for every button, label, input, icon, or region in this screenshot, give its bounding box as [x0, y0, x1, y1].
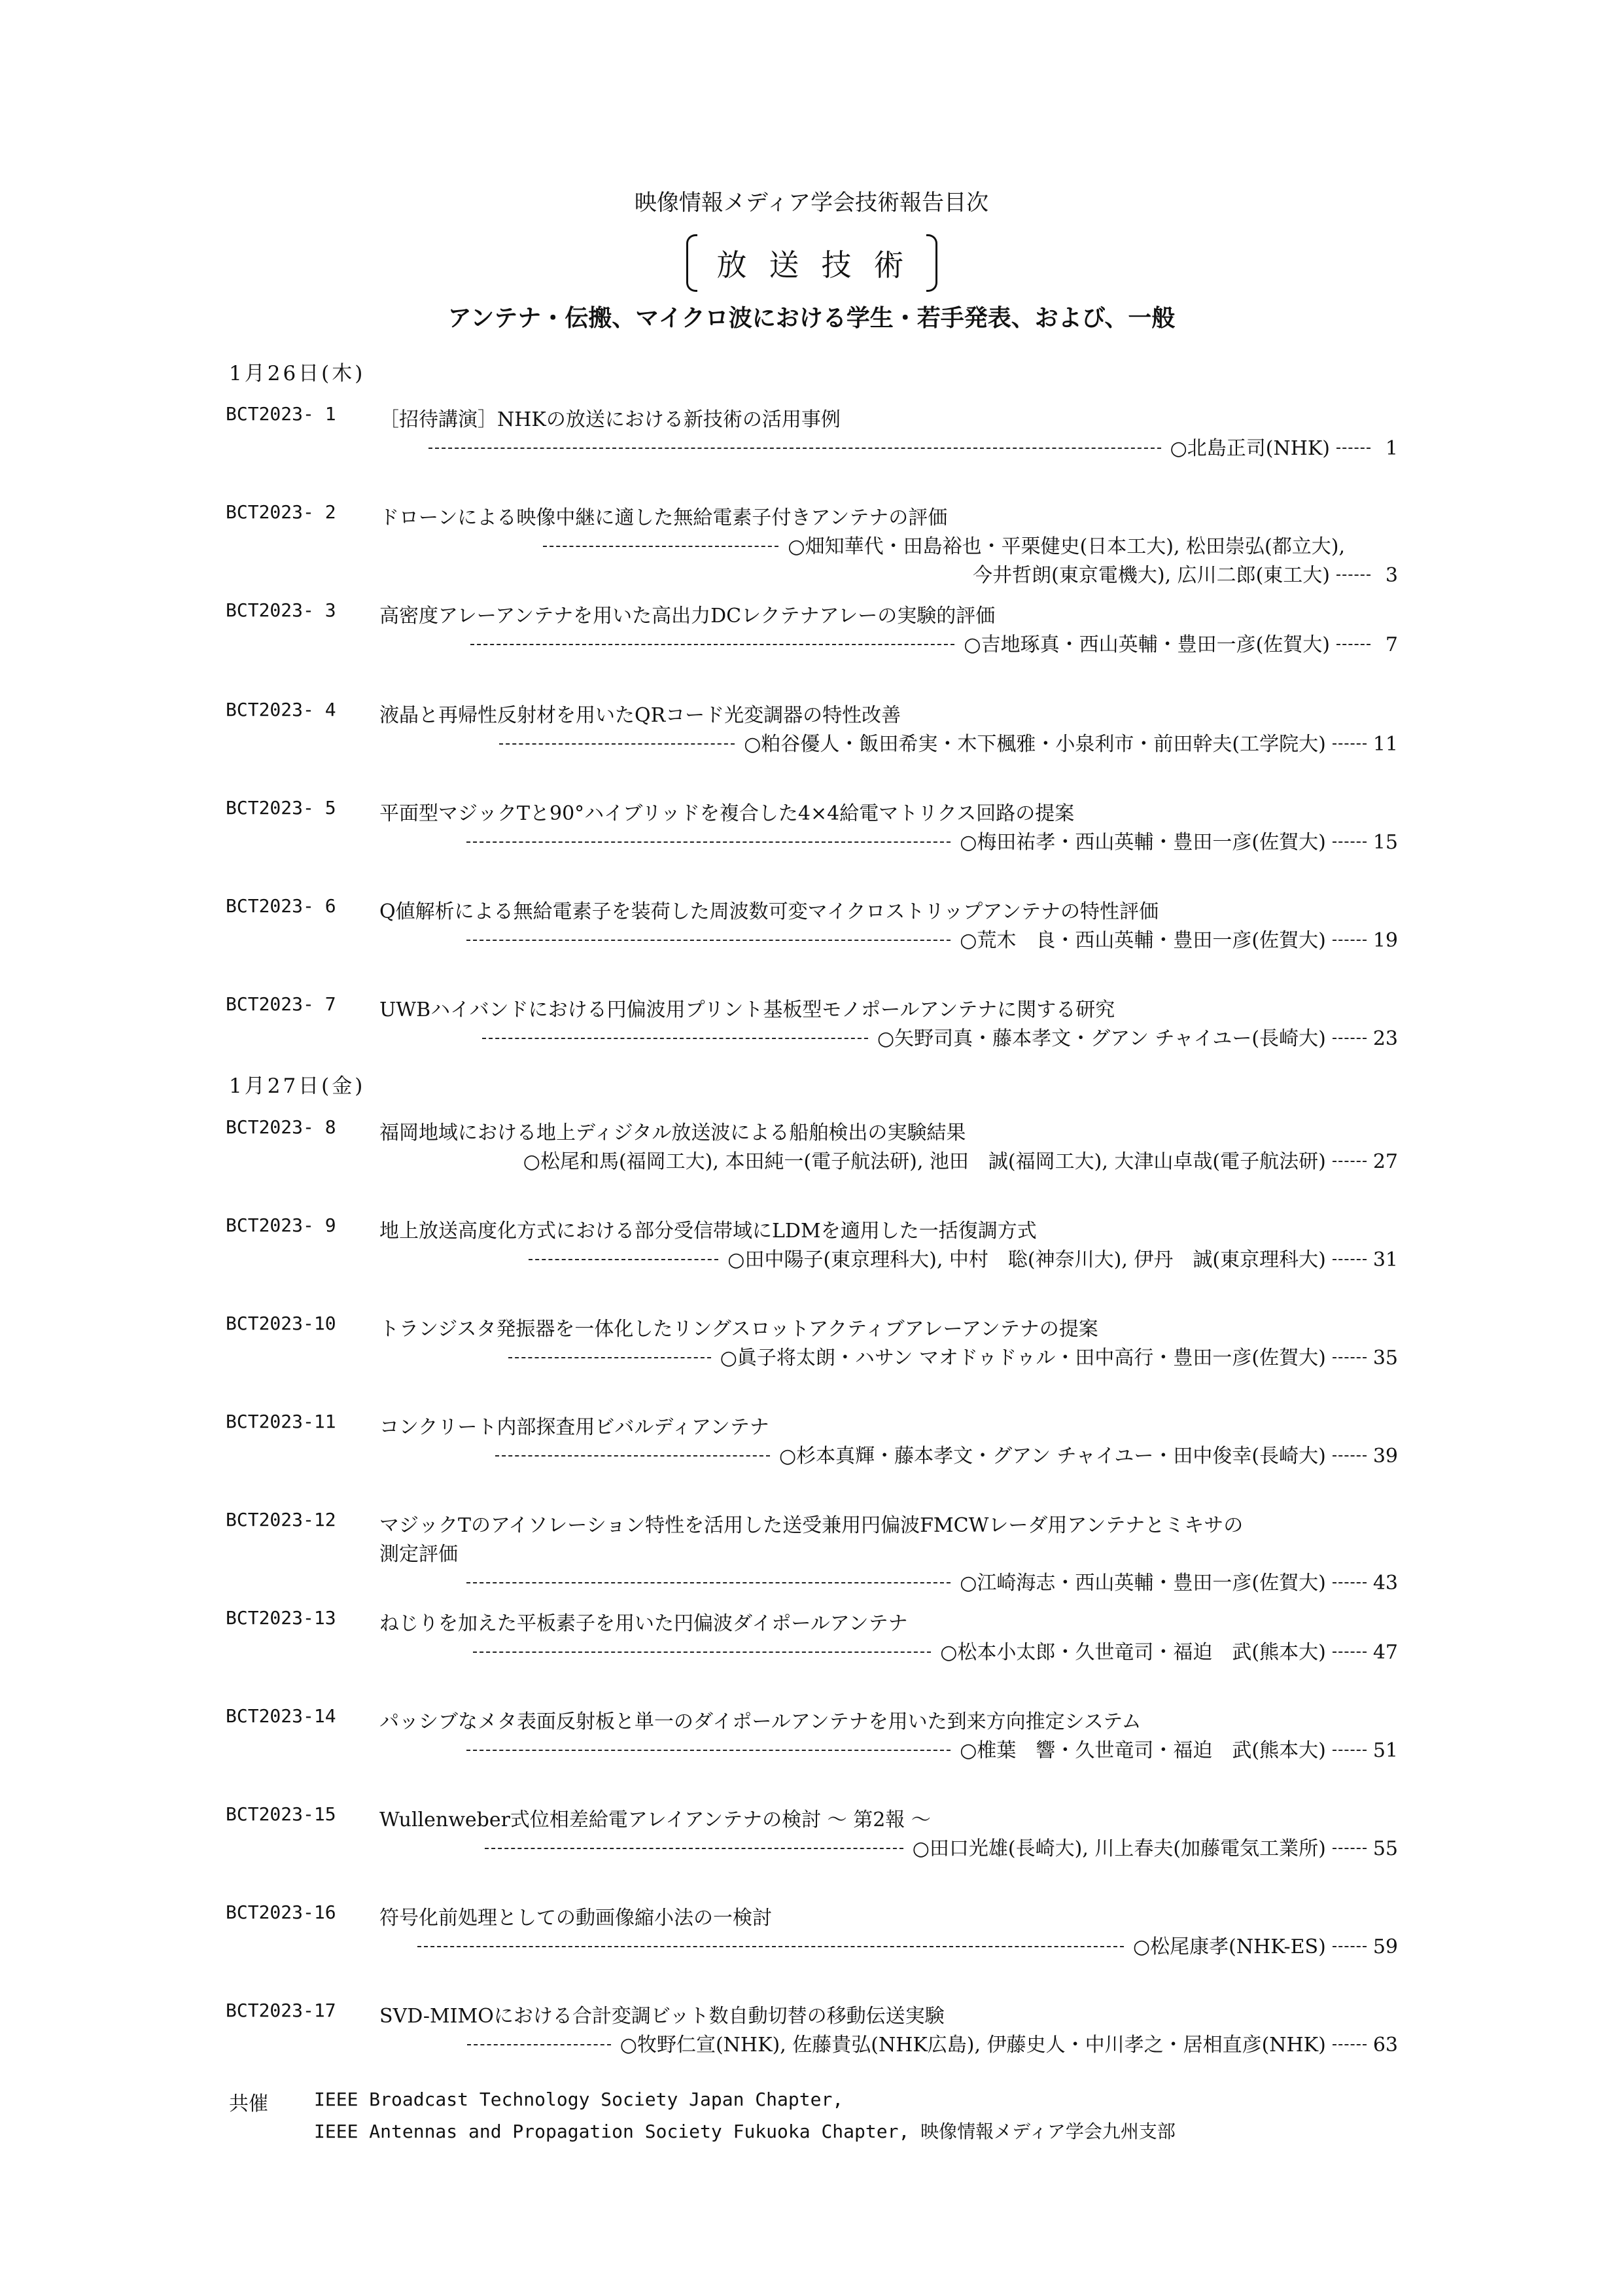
entry-number: BCT2023- 9 — [226, 1214, 336, 1236]
entry-number: BCT2023- 5 — [226, 797, 336, 819]
entry-authors: ○吉地琢真・西山英輔・豊田一彦(佐賀大) — [964, 633, 1330, 656]
leader-dashes — [473, 1651, 931, 1653]
leader-dashes — [1333, 743, 1367, 745]
entry-authors: ○荒木 良・西山英輔・豊田一彦(佐賀大) — [960, 929, 1326, 952]
entry-number: BCT2023-14 — [226, 1705, 336, 1727]
author-line — [495, 1439, 1398, 1468]
entry-number: BCT2023- 7 — [226, 993, 336, 1015]
entry-title: Q値解析による無給電素子を装荷した周波数可変マイクロストリップアンテナの特性評価 — [379, 900, 1159, 923]
entry-page: 19 — [1372, 929, 1398, 952]
entry-page: 43 — [1372, 1572, 1398, 1595]
entry-title: ドローンによる映像中継に適した無給電素子付きアンテナの評価 — [379, 506, 948, 529]
entry-authors: ○江崎海志・西山英輔・豊田一彦(佐賀大) — [960, 1572, 1326, 1595]
author-line — [473, 1636, 1398, 1665]
entry-title: SVD-MIMOにおける合計変調ビット数自動切替の移動伝送実験 — [379, 2005, 945, 2028]
author-line — [466, 826, 1398, 855]
leader-dashes — [1333, 1161, 1367, 1162]
entry-title: UWBハイバンドにおける円偏波用プリント基板型モノポールアンテナに関する研究 — [379, 998, 1115, 1021]
author-line — [973, 559, 1398, 588]
cosponsor-line: IEEE Broadcast Technology Society Japan Chapter, — [314, 2089, 844, 2110]
leader-dashes — [428, 448, 1161, 449]
leader-dashes — [1333, 1750, 1367, 1751]
leader-dashes — [1333, 1848, 1367, 1849]
entry-title: コンクリート内部探査用ビバルディアンテナ — [379, 1416, 769, 1439]
entry-title: 符号化前処理としての動画像縮小法の一検討 — [379, 1907, 772, 1930]
entry-page: 27 — [1372, 1150, 1398, 1173]
leader-dashes — [1333, 1357, 1367, 1358]
leader-dashes — [543, 546, 778, 547]
leader-dashes — [482, 1038, 868, 1039]
leader-dashes — [485, 1848, 903, 1849]
entry-authors: ○杉本真輝・藤本孝文・グアン チャイユー・田中俊幸(長崎大) — [778, 1445, 1326, 1468]
entry-number: BCT2023-10 — [226, 1313, 336, 1334]
leader-dashes — [1333, 841, 1367, 843]
leader-dashes — [1336, 574, 1370, 576]
leader-dashes — [1333, 2044, 1367, 2045]
author-line — [523, 1145, 1398, 1174]
leader-dashes — [1333, 940, 1367, 941]
entry-title: ねじりを加えた平板素子を用いた円偏波ダイポールアンテナ — [379, 1612, 908, 1635]
entry-number: BCT2023- 8 — [226, 1116, 336, 1138]
author-line — [466, 1734, 1398, 1763]
leader-dashes — [1333, 1455, 1367, 1457]
author-line — [470, 628, 1398, 657]
entry-authors: ○田口光雄(長崎大), 川上春夫(加藤電気工業所) — [912, 1837, 1326, 1860]
leader-dashes — [1333, 1582, 1367, 1583]
entry-number: BCT2023-12 — [226, 1509, 336, 1530]
session-title: アンテナ・伝搬、マイクロ波における学生・若手発表、および、一般 — [447, 305, 1176, 332]
section-title: 放送技術 — [716, 247, 926, 283]
leader-dashes — [1333, 1946, 1367, 1947]
author-line — [543, 530, 1345, 559]
entry-authors: ○松本小太郎・久世竜司・福迫 武(熊本大) — [940, 1641, 1326, 1664]
leader-dashes — [1333, 1038, 1367, 1039]
leader-dashes — [470, 644, 954, 645]
author-line — [466, 924, 1398, 953]
entry-page: 3 — [1385, 564, 1398, 587]
entry-title: 地上放送高度化方式における部分受信帯域にLDMを適用した一括復調方式 — [379, 1220, 1037, 1243]
entry-title: 平面型マジックTと90°ハイブリッドを複合した4×4給電マトリクス回路の提案 — [379, 802, 1075, 825]
entry-authors: ○椎葉 響・久世竜司・福迫 武(熊本大) — [960, 1739, 1326, 1762]
entry-authors: ○粕谷優人・飯田希実・木下楓雅・小泉利市・前田幹夫(工学院大) — [744, 733, 1326, 756]
author-line — [482, 1022, 1398, 1051]
entry-page: 51 — [1372, 1739, 1398, 1762]
entry-authors: ○田中陽子(東京理科大), 中村 聡(神奈川大), 伊丹 誠(東京理科大) — [727, 1248, 1326, 1271]
entry-page: 35 — [1372, 1347, 1398, 1369]
entry-number: BCT2023-17 — [226, 2000, 336, 2021]
leader-dashes — [508, 1357, 711, 1358]
leader-dashes — [467, 2044, 611, 2045]
entry-page: 59 — [1372, 1935, 1398, 1958]
leader-dashes — [499, 743, 735, 745]
author-line — [499, 728, 1398, 756]
author-line — [428, 432, 1398, 461]
entry-number: BCT2023- 1 — [226, 403, 336, 425]
entry-authors: ○北島正司(NHK) — [1170, 437, 1330, 460]
entry-authors: ○畑知華代・田島裕也・平栗健史(日本工大), 松田崇弘(都立大), — [788, 535, 1345, 558]
entry-page: 11 — [1372, 733, 1398, 756]
entry-page: 55 — [1372, 1837, 1398, 1860]
entry-number: BCT2023-13 — [226, 1607, 336, 1629]
entry-page: 39 — [1372, 1445, 1398, 1468]
leader-dashes — [1333, 1651, 1367, 1653]
entry-page: 47 — [1372, 1641, 1398, 1664]
entry-page: 23 — [1372, 1027, 1398, 1050]
author-line — [466, 1566, 1398, 1595]
entry-number: BCT2023- 4 — [226, 699, 336, 720]
author-line — [508, 1341, 1398, 1370]
entry-number: BCT2023- 6 — [226, 895, 336, 917]
journal-title: 映像情報メディア学会技術報告目次 — [634, 190, 989, 216]
entry-page: 63 — [1372, 2034, 1398, 2057]
entry-authors: ○眞子将太朗・ハサン マオドゥドゥル・田中高行・豊田一彦(佐賀大) — [720, 1347, 1326, 1369]
entry-title: トランジスタ発振器を一体化したリングスロットアクティブアレーアンテナの提案 — [379, 1318, 1098, 1341]
leader-dashes — [1333, 1259, 1367, 1260]
leader-dashes — [529, 1259, 718, 1260]
section-heading — [0, 234, 1623, 293]
entry-title: Wullenweber式位相差給電アレイアンテナの検討 ～ 第2報 ～ — [379, 1809, 931, 1831]
entry-number: BCT2023- 3 — [226, 599, 336, 621]
entry-page: 1 — [1385, 437, 1398, 460]
entry-number: BCT2023-15 — [226, 1803, 336, 1825]
cosponsor-line: IEEE Antennas and Propagation Society Fukuoka Chapter, 映像情報メディア学会九州支部 — [314, 2121, 1176, 2142]
entry-authors: ○松尾康孝(NHK-ES) — [1132, 1935, 1326, 1958]
entry-title: ［招待講演］NHKの放送における新技術の活用事例 — [379, 408, 841, 431]
entry-authors: ○矢野司真・藤本孝文・グアン チャイユー(長崎大) — [877, 1027, 1326, 1050]
entry-title: 福岡地域における地上ディジタル放送波による船舶検出の実験結果 — [379, 1122, 966, 1144]
leader-dashes — [466, 841, 951, 843]
leader-dashes — [466, 1582, 951, 1583]
leader-dashes — [1336, 644, 1370, 645]
entry-number: BCT2023- 2 — [226, 501, 336, 523]
left-bracket-icon — [686, 234, 697, 292]
entry-authors: 今井哲朗(東京電機大), 広川二郎(東工大) — [973, 564, 1330, 587]
entry-number: BCT2023-11 — [226, 1411, 336, 1432]
right-bracket-icon — [926, 234, 937, 292]
author-line — [485, 1832, 1398, 1861]
entry-authors: ○牧野仁宣(NHK), 佐藤貴弘(NHK広島), 伊藤史人・中川孝之・居相直彦(NHK) — [620, 2034, 1326, 2057]
leader-dashes — [466, 1750, 951, 1751]
leader-dashes — [417, 1946, 1124, 1947]
entry-title-continued: 測定評価 — [379, 1543, 458, 1566]
entry-page: 31 — [1372, 1248, 1398, 1271]
entry-page: 7 — [1385, 633, 1398, 656]
author-line — [467, 2028, 1398, 2057]
leader-dashes — [1336, 448, 1370, 449]
entry-title: パッシブなメタ表面反射板と単一のダイポールアンテナを用いた到来方向推定システム — [379, 1710, 1142, 1733]
cosponsor-label: 共催 — [229, 2093, 268, 2115]
author-line — [417, 1930, 1398, 1959]
date-heading: 1月26日(木) — [229, 362, 366, 385]
leader-dashes — [495, 1455, 770, 1457]
entry-title: 高密度アレーアンテナを用いた高出力DCレクテナアレーの実験的評価 — [379, 605, 996, 627]
entry-authors: ○梅田祐孝・西山英輔・豊田一彦(佐賀大) — [960, 831, 1326, 854]
date-heading: 1月27日(金) — [229, 1074, 366, 1098]
entry-title: マジックTのアイソレーション特性を活用した送受兼用円偏波FMCWレーダ用アンテナとミキサの — [379, 1514, 1244, 1537]
entry-number: BCT2023-16 — [226, 1901, 336, 1923]
leader-dashes — [466, 940, 951, 941]
entry-page: 15 — [1372, 831, 1398, 854]
entry-title: 液晶と再帰性反射材を用いたQRコード光変調器の特性改善 — [379, 704, 901, 727]
author-line — [529, 1243, 1398, 1272]
entry-authors: ○松尾和馬(福岡工大), 本田純一(電子航法研), 池田 誠(福岡工大), 大津山卓哉(電子航法研) — [523, 1150, 1326, 1173]
